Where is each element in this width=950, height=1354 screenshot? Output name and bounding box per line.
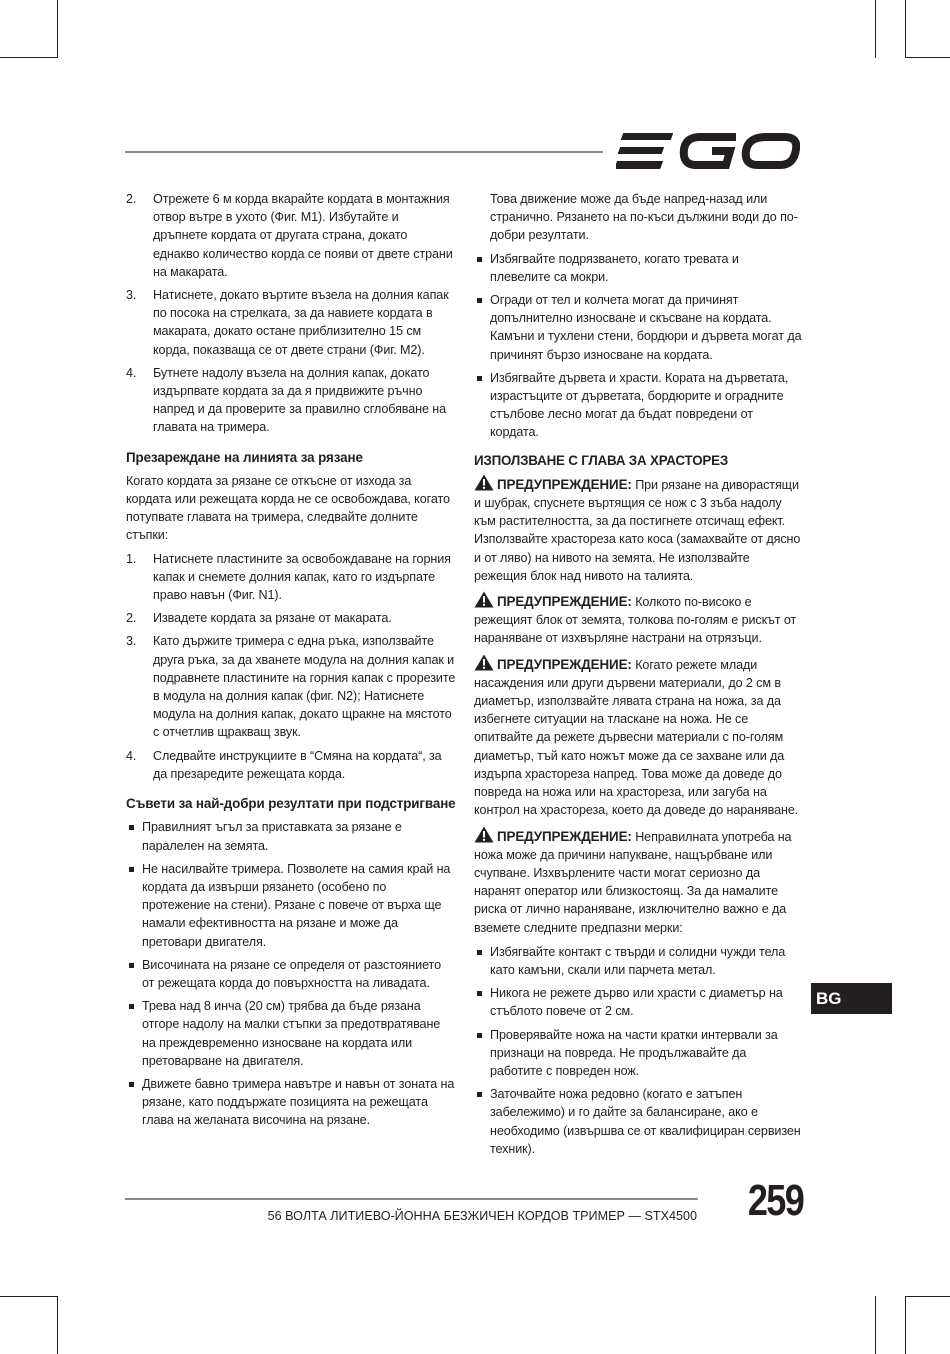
list-number: 4.	[126, 748, 137, 763]
bullet-text: Правилният ъгъл за приставката за рязане е паралелен на земята.	[142, 820, 402, 853]
bullet-text: Огради от тел и колчета могат да причинят допълнително износване и скъсване на кордата. Камъни и тухлени стени, бордюри и дървета могат да причинят бързо износване на кордата.	[490, 293, 802, 362]
crop-mark	[905, 0, 906, 58]
bullet-square-icon	[474, 369, 490, 442]
bullet-item	[126, 818, 456, 854]
warning-paragraph	[474, 826, 802, 937]
list-item	[126, 550, 456, 605]
bullet-square-icon	[474, 943, 490, 979]
bullet-item	[126, 956, 456, 992]
crop-mark	[0, 57, 58, 58]
warning-text: Когато режете млади насаждения или други дървени материали, до 2 см в диаметър, използвайте лявата страна на ножа, за да избегнете ситуации на тласкане на ножа. Не се опитвайте да режете дървесни материали с по-голям диаметър, тъй като ножът може да се захване или да издърпа храстореза напред. Това може да доведе до повреда на ножа или на храстореза, или загуба на контрол на храстореза, което да доведе до нараняване.	[474, 657, 799, 818]
footer-title: 56 ВОЛТА ЛИТИЕВО-ЙОННА БЕЗЖИЧЕН КОРДОВ ТРИМЕР — STX4500	[267, 1209, 697, 1223]
bullet-square-icon	[474, 291, 490, 364]
list-item	[126, 609, 456, 627]
list-text: Отрежете 6 м корда вкарайте кордата в монтажния отвор вътре в ухото (Фиг. M1). Избутайте и дръпнете кордата от другата страна, докато еднакво количество корда се появи от двете страни на макарата.	[153, 192, 453, 279]
bullet-square-icon	[474, 984, 490, 1020]
crop-mark	[875, 1296, 876, 1354]
list-item	[126, 190, 456, 281]
list-number: 4.	[126, 365, 137, 380]
language-tab: BG	[811, 983, 892, 1014]
list-item	[126, 364, 456, 437]
list-number: 3.	[126, 288, 137, 303]
continued-paragraph	[474, 190, 802, 245]
list-number: 1.	[126, 551, 137, 566]
bullet-text: Височината на рязане се определя от разстоянието от режещата корда до повърхността на ливадата.	[142, 957, 441, 990]
crop-mark	[57, 1296, 58, 1354]
bullet-square-icon	[474, 1026, 490, 1081]
bullet-item	[474, 984, 802, 1020]
list-number: 3.	[126, 634, 137, 649]
footer-rule	[125, 1198, 698, 1200]
bullet-square-icon	[126, 956, 142, 992]
warning-triangle-icon	[474, 591, 494, 608]
bullet-square-icon	[474, 1085, 490, 1158]
crop-mark	[0, 1296, 58, 1297]
warning-triangle-icon	[474, 474, 494, 491]
ego-logo-icon	[616, 131, 800, 171]
bullet-item	[474, 369, 802, 442]
crop-mark	[905, 1296, 906, 1354]
section-heading: Съвети за най-добри резултати при подстригване	[126, 796, 456, 812]
bullet-item	[474, 291, 802, 364]
list-item	[126, 747, 456, 783]
crop-mark	[875, 0, 876, 58]
bullet-text: Избягвайте контакт с твърди и солидни чужди тела като камъни, скали или парчета метал.	[490, 944, 786, 977]
left-column	[126, 190, 456, 1135]
section-heading: Презареждане на линията за рязане	[126, 449, 363, 465]
bullet-square-icon	[126, 860, 142, 951]
crop-mark	[905, 57, 950, 58]
paragraph: Когато кордата за рязане се откъсне от изхода за кордата или режещата корда не се освобождава, когато потупвате главата на тримера, следвайте долните стъпки:	[126, 473, 450, 543]
list-number: 2.	[126, 192, 137, 206]
warning-label: ПРЕДУПРЕЖДЕНИЕ:	[497, 656, 632, 672]
bullet-text: Избягвайте подрязването, когато тревата и плевелите са мокри.	[490, 251, 739, 284]
warning-label: ПРЕДУПРЕЖДЕНИЕ:	[497, 828, 632, 844]
bullet-square-icon	[126, 818, 142, 854]
bullet-square-icon	[126, 997, 142, 1070]
warning-paragraph	[474, 474, 802, 585]
bullet-text: Избягвайте дървета и храсти. Кората на дърветата, израстъците от дърветата, бордюрите и оградните стълбове лесно могат да бъдат повредени от кордата.	[490, 370, 789, 440]
bullet-item	[474, 943, 802, 979]
bullet-item	[126, 1075, 456, 1130]
list-number: 2.	[126, 611, 137, 626]
bullet-item	[474, 1085, 802, 1158]
list-item	[126, 632, 456, 741]
warning-text: Неправилната употреба на ножа може да причини напукване, нащърбване или счупване. Изхвърлените части могат сериозно да наранят оператор или близкостоящ. За да намалите риска от лично нараняване, изключително важно е да вземете следните предпазни мерки:	[474, 829, 792, 935]
bullet-text: Движете бавно тримера навътре и навън от зоната на рязане, като поддържате позицията на режещата глава на желаната височина на рязане.	[142, 1076, 455, 1128]
bullet-square-icon	[126, 1075, 142, 1130]
warning-paragraph	[474, 654, 802, 820]
page-number: 259	[747, 1176, 804, 1225]
bullet-text: Никога не режете дърво или храсти с диаметър на стъблото повече от 2 см.	[490, 986, 783, 1019]
crop-mark	[57, 0, 58, 58]
bullet-text: Заточвайте ножа редовно (когато е затъпен забележимо) и го дайте за балансиране, ако е необходимо (извършва се от квалифициран сервизен техник).	[490, 1087, 801, 1156]
bullet-text: Проверявайте ножа на части кратки интервали за признаци на повреда. Не продължавайте да работите с повреден нож.	[490, 1027, 778, 1078]
bullet-square-icon	[474, 250, 490, 286]
list-text: Бутнете надолу възела на долния капак, докато издърпвате кордата за да я придвижите ръчно напред и да проверите за правилно сглобяване на главата на тримера.	[153, 365, 447, 435]
bullet-item	[474, 250, 802, 286]
paragraph: Това движение може да бъде напред-назад или странично. Рязането на по-къси дължини води до по-добри резултати.	[490, 192, 798, 243]
list-text: Натиснете, докато въртите възела на долния капак по посока на стрелката, за да навиете кордата в макарата, докато остане приблизително 15 см корда, показваща се от двете страни (Фиг. M2).	[153, 288, 449, 357]
header-rule	[125, 151, 603, 153]
crop-mark	[905, 1296, 950, 1297]
list-text: Натиснете пластините за освобождаване на горния капак и снемете долния капак, като го издърпате право навън (Фиг. N1).	[153, 551, 451, 603]
warning-text: При рязане на диворастящи и шубрак, спуснете въртящия се нож с 3 зъба надолу към растителността, за да постигнете отсичащ ефект. Използвайте храстореза като коса (замахвайте от дясно и от ляво) на нивото на земята. Не използвайте режещия блок над нивото на талията.	[474, 477, 801, 583]
bullet-item	[474, 1026, 802, 1081]
warning-text: Колкото по-високо е режещият блок от земята, толкова по-голям е рискът от нараняване от изхвърляне настрани на отрязъци.	[474, 595, 797, 646]
bullet-text: Не насилвайте тримера. Позволете на самия край на кордата да извърши рязането (особено по протежение на стени). Рязане с повече от върха ще намали ефективността на рязане и може да претовари двигателя.	[142, 861, 451, 949]
warning-label: ПРЕДУПРЕЖДЕНИЕ:	[497, 594, 632, 610]
list-text: Като държите тримера с една ръка, използвайте друга ръка, за да хванете модула на долния капак и подравнете пластините на горния капак с прорезите в модула на долния капак (фиг. N2); Натиснете модула на долния капак, докато щракне на мястото с отчетлив щракващ звук.	[153, 634, 456, 740]
warning-paragraph	[474, 591, 802, 648]
section-heading: ИЗПОЛЗВАНЕ С ГЛАВА ЗА ХРАСТОРЕЗ	[474, 452, 729, 468]
list-item	[126, 286, 456, 359]
warning-label: ПРЕДУПРЕЖДЕНИЕ:	[497, 476, 632, 492]
bullet-item	[126, 997, 456, 1070]
right-column	[474, 190, 802, 1163]
warning-triangle-icon	[474, 654, 494, 671]
bullet-item	[126, 860, 456, 951]
bullet-text: Трева над 8 инча (20 см) трябва да бъде рязана отгоре надолу на малки стъпки за предотвратяване на преждевременно износване на кордата или претоварване на двигателя.	[142, 999, 441, 1068]
list-text: Извадете кордата за рязане от макарата.	[153, 611, 392, 626]
list-text: Следвайте инструкциите в “Смяна на кордата“, за да презаредите режещата корда.	[153, 748, 442, 781]
warning-triangle-icon	[474, 826, 494, 843]
